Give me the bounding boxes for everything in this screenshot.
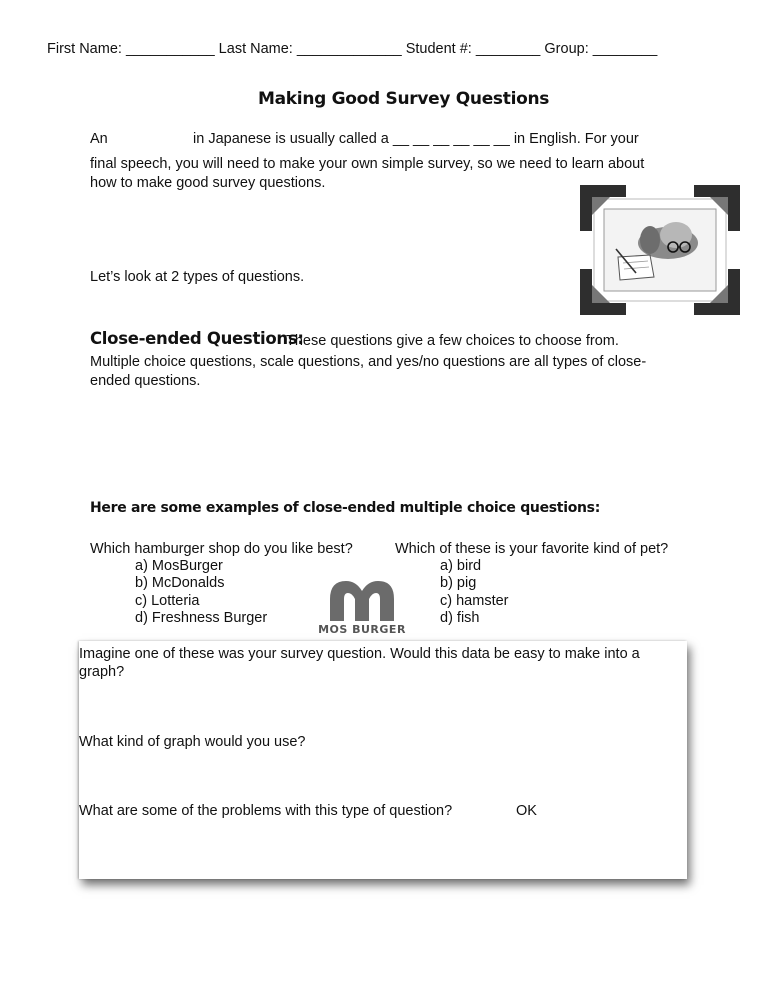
box-line-1: Imagine one of these was your survey question. Would this data be easy to make into a <box>79 646 640 662</box>
q1-option-c: c) Lotteria <box>135 593 200 609</box>
q1-option-d: d) Freshness Burger <box>135 610 268 626</box>
graph-question: What kind of graph would you use? <box>79 734 306 750</box>
answer-ok: OK <box>516 803 537 819</box>
q2-option-b: b) pig <box>440 575 477 591</box>
q1-option-a: a) MosBurger <box>135 558 223 574</box>
q1-option-b: b) McDonalds <box>135 575 225 591</box>
intro-line-3: how to make good survey questions. <box>90 175 326 191</box>
problems-question: What are some of the problems with this type of question? <box>79 803 453 819</box>
dog-with-glasses-photo <box>580 185 740 315</box>
close-ended-desc-1: These questions give a few choices to choose from. <box>286 333 619 349</box>
student-info-line: First Name: ___________ Last Name: _____________ Student #: ________ Group: ________ <box>47 41 658 57</box>
logo-text: MOS BURGER <box>318 623 406 636</box>
examples-heading: Here are some examples of close-ended multiple choice questions: <box>90 500 601 516</box>
intro-line-1: in Japanese is usually called a __ __ __ __ __ __ in English. For your <box>193 131 639 147</box>
close-ended-desc-2: Multiple choice questions, scale questions, and yes/no questions are all types of close- <box>90 354 647 370</box>
q2-option-d: d) fish <box>440 610 480 626</box>
box-line-2: graph? <box>79 664 125 680</box>
close-ended-desc-3: ended questions. <box>90 373 201 389</box>
reflection-box <box>79 641 687 879</box>
q2-option-c: c) hamster <box>440 593 509 609</box>
q2-option-a: a) bird <box>440 558 482 574</box>
intro-line-2: final speech, you will need to make your own simple survey, so we need to learn about <box>90 156 645 172</box>
page-title: Making Good Survey Questions <box>258 89 550 109</box>
close-ended-heading: Close-ended Questions: <box>90 329 304 348</box>
mos-burger-logo <box>316 577 408 639</box>
example-question-2: Which of these is your favorite kind of pet? <box>395 541 669 557</box>
intro-word-an: An <box>90 131 108 147</box>
example-question-1: Which hamburger shop do you like best? <box>90 541 353 557</box>
question-types-line: Let’s look at 2 types of questions. <box>90 269 305 285</box>
